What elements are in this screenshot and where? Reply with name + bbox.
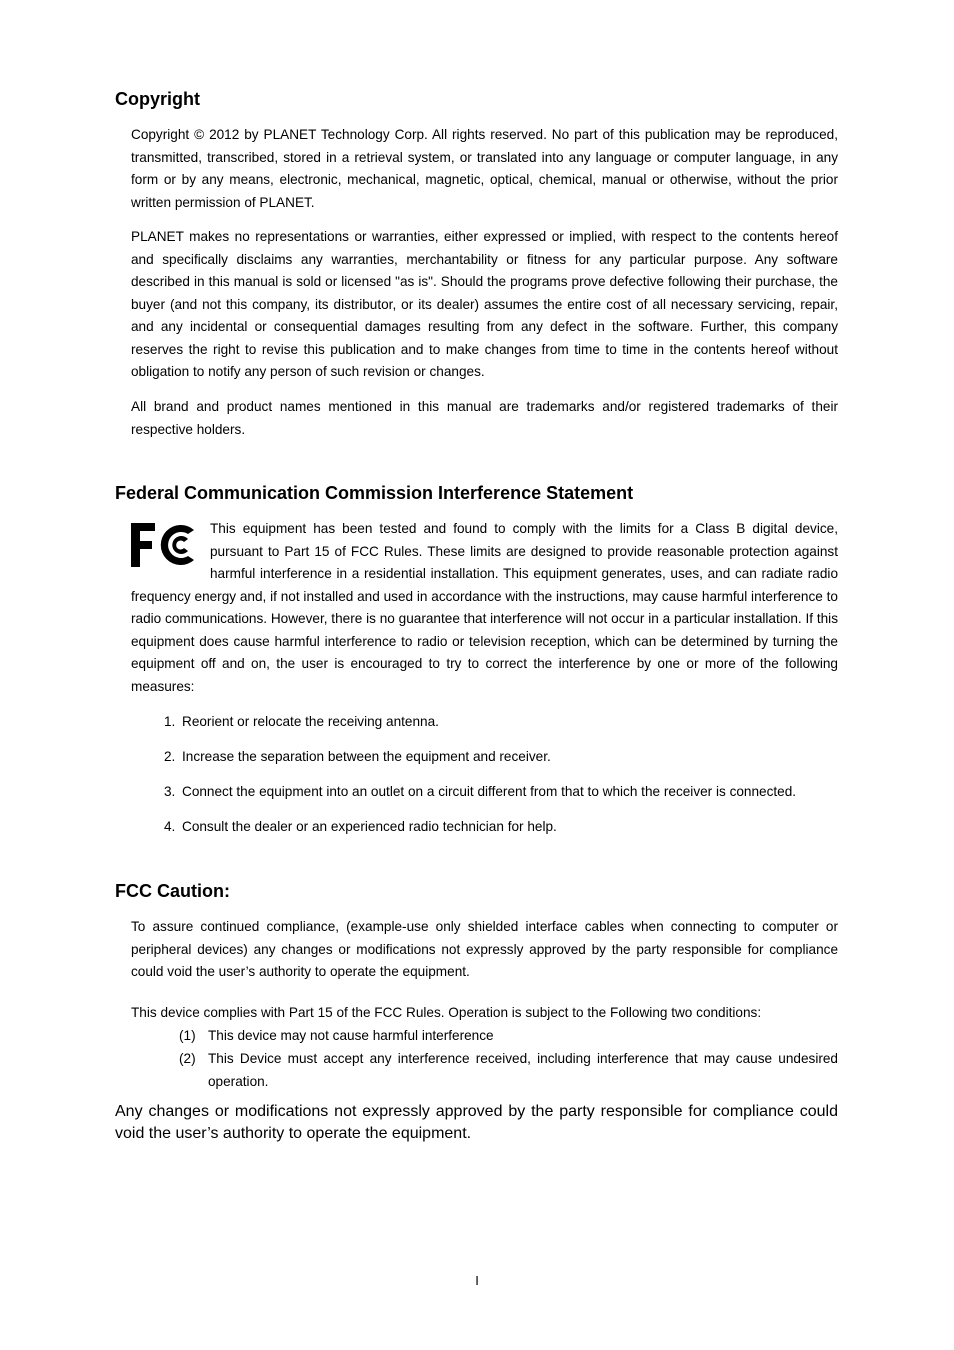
fcc-caution-paragraph-2: This device complies with Part 15 of the FCC Rules. Operation is subject to the Following two conditions: (131, 1005, 762, 1020)
fcc-statement-heading: Federal Communication Commission Interference Statement (115, 483, 634, 503)
condition-text: This device may not cause harmful interference (208, 1028, 494, 1043)
copyright-heading: Copyright (115, 89, 200, 109)
measure-number: 3. (164, 784, 176, 799)
measure-item (164, 746, 551, 768)
measure-item (164, 711, 439, 733)
condition-number: (2) (179, 1051, 196, 1066)
measure-text: Consult the dealer or an experienced radio technician for help. (182, 819, 557, 834)
fcc-caution-final-paragraph: Any changes or modifications not expressly approved by the party responsible for compliance could void the user’s authority to operate the equipment. (115, 1103, 838, 1142)
measure-text: Reorient or relocate the receiving antenna. (182, 714, 439, 729)
copyright-paragraph-2: PLANET makes no representations or warranties, either expressed or implied, with respect to the contents hereof and specifically disclaims any warranties, merchantability or fitness for any particular purpose. Any software described in this manual is sold or licensed "as is". Should the programs prove defective following their purchase, the buyer (and not this company, its distributor, or its dealer) assumes the entire cost of all necessary servicing, repair, and any incidental or consequential damages resulting from any defect in the software. Further, this company reserves the right to revise this publication and to make changes from time to time in the contents hereof without obligation to notify any person of such revision or changes. (131, 229, 838, 379)
copyright-paragraph-3: All brand and product names mentioned in this manual are trademarks and/or registered trademarks of their respective holders. (131, 399, 838, 437)
fcc-caution-heading: FCC Caution: (115, 881, 230, 901)
fcc-logo-icon (131, 520, 197, 570)
fcc-caution-paragraph-1: To assure continued compliance, (example-use only shielded interface cables when connecting to computer or peripheral devices) any changes or modifications not expressly approved by the party responsible for compliance could void the user’s authority to operate the equipment. (131, 919, 838, 979)
page-number: I (475, 1273, 479, 1288)
measure-text: Increase the separation between the equipment and receiver. (182, 749, 551, 764)
condition-text: This Device must accept any interference received, including interference that may cause undesired operation. (208, 1051, 838, 1089)
measure-number: 1. (164, 714, 176, 729)
fcc-statement-paragraph: This equipment has been tested and found to comply with the limits for a Class B digital device, pursuant to Part 15 of FCC Rules. These limits are designed to provide reasonable protection against harmful interference in a residential installation. This equipment generates, uses, and can radiate radio frequency energy and, if not installed and used in accordance with the instructions, may cause harmful interference to radio communications. However, there is no guarantee that interference will not occur in a particular installation. If this equipment does cause harmful interference to radio or television reception, which can be determined by turning the equipment off and on, the user is encouraged to try to correct the interference by one or more of the following measures: (131, 521, 838, 694)
measure-text: Connect the equipment into an outlet on a circuit different from that to which the receiver is connected. (182, 784, 797, 799)
copyright-paragraph-1: Copyright © 2012 by PLANET Technology Corp. All rights reserved. No part of this publication may be reproduced, transmitted, transcribed, stored in a retrieval system, or translated into any language or computer language, in any form or by any means, electronic, mechanical, magnetic, optical, chemical, manual or otherwise, without the prior written permission of PLANET. (131, 127, 838, 210)
condition-item (179, 1048, 838, 1093)
condition-number: (1) (179, 1028, 196, 1043)
measure-number: 4. (164, 819, 176, 834)
measure-item (164, 781, 796, 803)
fcc-statement-block (131, 518, 838, 698)
measure-item (164, 816, 557, 838)
measure-number: 2. (164, 749, 176, 764)
condition-item (179, 1025, 838, 1048)
